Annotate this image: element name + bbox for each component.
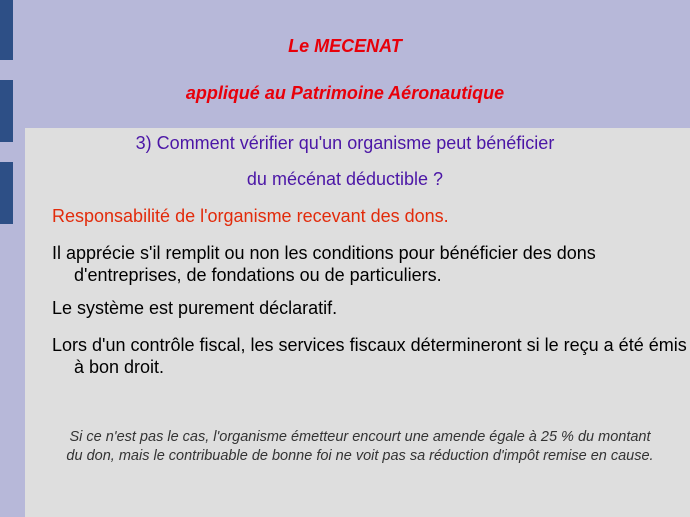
accent-bar-bottom	[0, 162, 13, 224]
paragraph-responsibility: Responsabilité de l'organisme recevant des dons.	[52, 206, 449, 226]
slide-header	[0, 0, 690, 128]
paragraph-declarative: Le système est purement déclaratif.	[52, 298, 338, 318]
slide-title: Le MECENAT	[288, 36, 402, 56]
paragraph-conditions: Il apprécie s'il remplit ou non les conditions pour bénéficier des dons d'entreprises, de fondations ou de particuliers.	[52, 243, 596, 285]
question-line-2: du mécénat déductible ?	[246, 169, 444, 189]
footnote: Si ce n'est pas le cas, l'organisme émetteur encourt une amende égale à 25 % du montant du don, mais le contribuable de bonne foi ne voit pas sa réduction d'impôt remise en cause.	[66, 429, 654, 464]
paragraph-fiscal-control: Lors d'un contrôle fiscal, les services fiscaux détermineront si le reçu a été émis à bon droit.	[52, 335, 687, 377]
question-line-1: 3) Comment vérifier qu'un organisme peut bénéficier	[135, 133, 555, 153]
slide-subtitle: appliqué au Patrimoine Aéronautique	[185, 83, 505, 103]
